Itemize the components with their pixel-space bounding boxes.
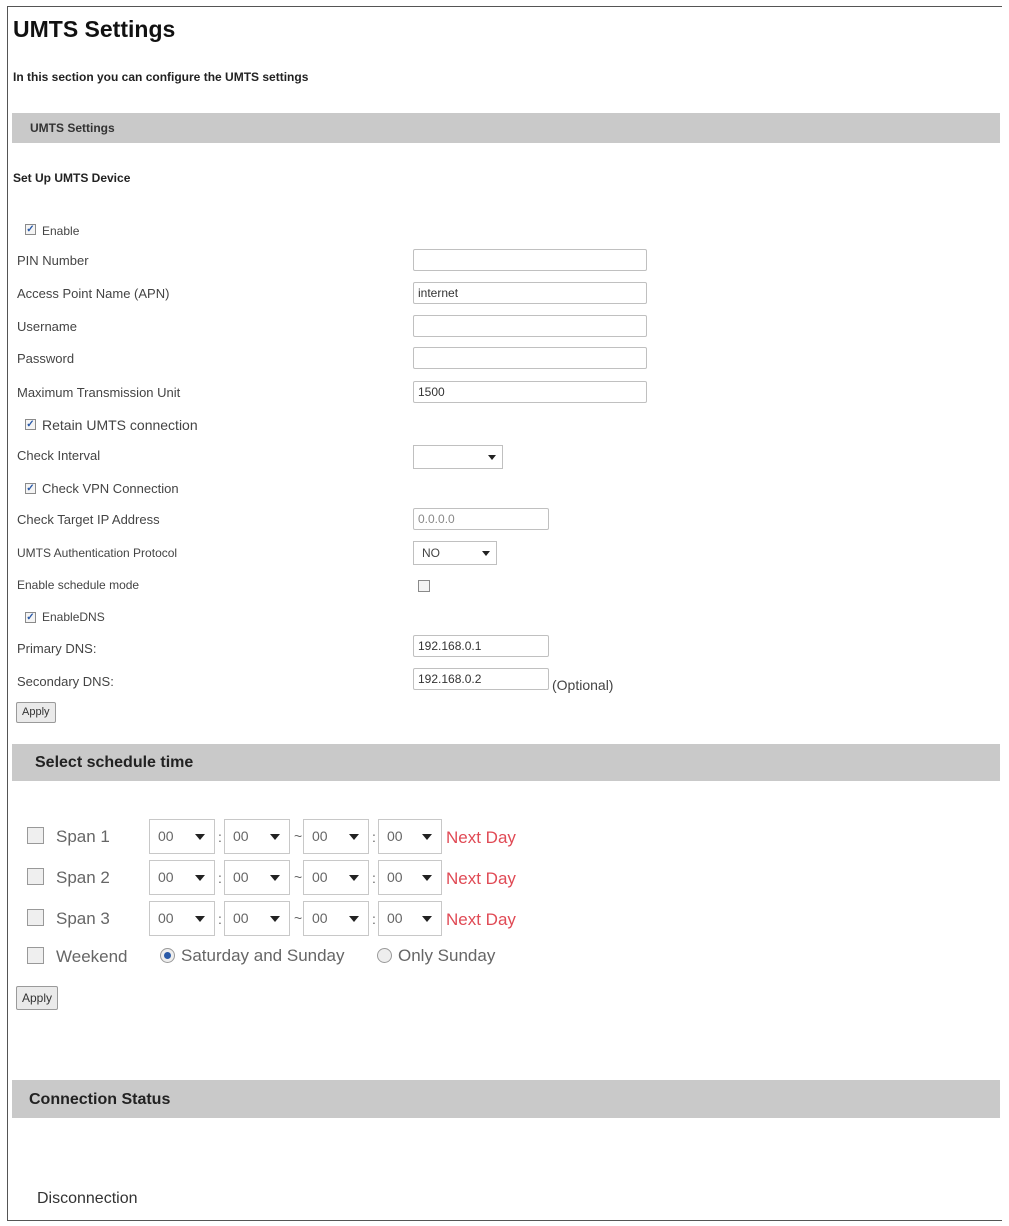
- weekend-sat-sun-radio[interactable]: [160, 948, 175, 963]
- span-1-label: Span 1: [56, 827, 110, 846]
- chevron-down-icon: [349, 834, 359, 840]
- weekend-label: Weekend: [56, 947, 128, 966]
- mtu-label: Maximum Transmission Unit: [17, 385, 181, 400]
- check-interval-select[interactable]: [413, 445, 503, 469]
- check-interval-label: Check Interval: [17, 448, 101, 463]
- secondary-dns-label: Secondary DNS:: [17, 674, 114, 689]
- setup-device-subheading: Set Up UMTS Device: [13, 171, 131, 185]
- span-3-end-hour[interactable]: 00: [303, 901, 369, 936]
- chevron-down-icon: [349, 916, 359, 922]
- separator-colon: :: [218, 911, 222, 927]
- separator-tilde: ~: [294, 910, 303, 926]
- span-3-start-minute[interactable]: 00: [224, 901, 290, 936]
- chevron-down-icon: [422, 875, 432, 881]
- span-2-end-hour[interactable]: 00: [303, 860, 369, 895]
- chevron-down-icon: [195, 834, 205, 840]
- chevron-down-icon: [195, 875, 205, 881]
- chevron-down-icon: [482, 551, 490, 556]
- username-input[interactable]: [413, 315, 647, 337]
- apn-input[interactable]: internet: [413, 282, 647, 304]
- page-frame: [7, 6, 1002, 1221]
- separator-colon: :: [372, 829, 376, 845]
- check-vpn-label: Check VPN Connection: [42, 481, 179, 496]
- pin-label: PIN Number: [17, 253, 89, 268]
- umts-settings-header-bar: [12, 113, 1000, 143]
- weekend-only-sunday-radio[interactable]: [377, 948, 392, 963]
- span-2-label: Span 2: [56, 868, 110, 887]
- separator-colon: :: [218, 829, 222, 845]
- separator-tilde: ~: [294, 828, 303, 844]
- span-2-start-minute[interactable]: 00: [224, 860, 290, 895]
- chevron-down-icon: [270, 875, 280, 881]
- target-ip-input[interactable]: 0.0.0.0: [413, 508, 549, 530]
- password-input[interactable]: [413, 347, 647, 369]
- span-2-end-minute[interactable]: 00: [378, 860, 442, 895]
- span-1-checkbox[interactable]: [27, 827, 44, 844]
- apn-label: Access Point Name (APN): [17, 286, 170, 301]
- separator-colon: :: [372, 911, 376, 927]
- connection-status-header: Connection Status: [29, 1091, 171, 1108]
- span-3-start-hour[interactable]: 00: [149, 901, 215, 936]
- span-2-start-hour[interactable]: 00: [149, 860, 215, 895]
- retain-connection-checkbox[interactable]: ✓: [26, 419, 35, 430]
- check-vpn-checkbox[interactable]: ✓: [26, 483, 35, 494]
- weekend-only-sunday-label: Only Sunday: [398, 946, 496, 965]
- schedule-header: Select schedule time: [35, 754, 194, 771]
- primary-dns-input[interactable]: 192.168.0.1: [413, 635, 549, 657]
- chevron-down-icon: [195, 916, 205, 922]
- span-3-next-day: Next Day: [446, 910, 516, 929]
- auth-protocol-label: UMTS Authentication Protocol: [17, 546, 178, 560]
- chevron-down-icon: [270, 834, 280, 840]
- weekend-checkbox[interactable]: [27, 947, 44, 964]
- secondary-dns-optional: (Optional): [552, 677, 614, 693]
- retain-connection-label: Retain UMTS connection: [42, 417, 198, 433]
- separator-colon: :: [372, 870, 376, 886]
- span-2-checkbox[interactable]: [27, 868, 44, 885]
- chevron-down-icon: [349, 875, 359, 881]
- span-3-checkbox[interactable]: [27, 909, 44, 926]
- span-2-next-day: Next Day: [446, 869, 516, 888]
- span-1-next-day: Next Day: [446, 828, 516, 847]
- chevron-down-icon: [488, 455, 496, 460]
- password-label: Password: [17, 351, 75, 366]
- umts-apply-button[interactable]: Apply: [16, 702, 56, 723]
- schedule-mode-label: Enable schedule mode: [17, 578, 140, 592]
- chevron-down-icon: [270, 916, 280, 922]
- umts-settings-header: UMTS Settings: [30, 121, 115, 135]
- span-3-label: Span 3: [56, 909, 110, 928]
- username-label: Username: [17, 319, 77, 334]
- weekend-sat-sun-label: Saturday and Sunday: [181, 946, 345, 965]
- enable-dns-label: EnableDNS: [42, 610, 105, 624]
- mtu-input[interactable]: 1500: [413, 381, 647, 403]
- span-1-end-minute[interactable]: 00: [378, 819, 442, 854]
- auth-protocol-select[interactable]: [413, 541, 497, 565]
- enable-label: Enable: [42, 224, 80, 238]
- span-1-end-hour[interactable]: 00: [303, 819, 369, 854]
- schedule-header-bar: [12, 744, 1000, 781]
- primary-dns-label: Primary DNS:: [17, 641, 97, 656]
- secondary-dns-input[interactable]: 192.168.0.2: [413, 668, 549, 690]
- separator-tilde: ~: [294, 869, 303, 885]
- span-1-start-minute[interactable]: 00: [224, 819, 290, 854]
- pin-input[interactable]: [413, 249, 647, 271]
- span-1-start-hour[interactable]: 00: [149, 819, 215, 854]
- connection-status-header-bar: [12, 1080, 1000, 1118]
- separator-colon: :: [218, 870, 222, 886]
- span-3-end-minute[interactable]: 00: [378, 901, 442, 936]
- page-title: UMTS Settings: [13, 16, 176, 42]
- enable-dns-checkbox[interactable]: ✓: [26, 612, 35, 623]
- page-intro: In this section you can configure the UMTS settings: [13, 70, 309, 84]
- chevron-down-icon: [422, 834, 432, 840]
- target-ip-label: Check Target IP Address: [17, 512, 160, 527]
- auth-protocol-value: NO: [422, 546, 440, 560]
- schedule-apply-button[interactable]: Apply: [16, 986, 58, 1010]
- enable-checkbox[interactable]: ✓: [26, 224, 35, 235]
- chevron-down-icon: [422, 916, 432, 922]
- schedule-mode-checkbox[interactable]: [418, 580, 430, 592]
- connection-status-value: Disconnection: [37, 1190, 138, 1207]
